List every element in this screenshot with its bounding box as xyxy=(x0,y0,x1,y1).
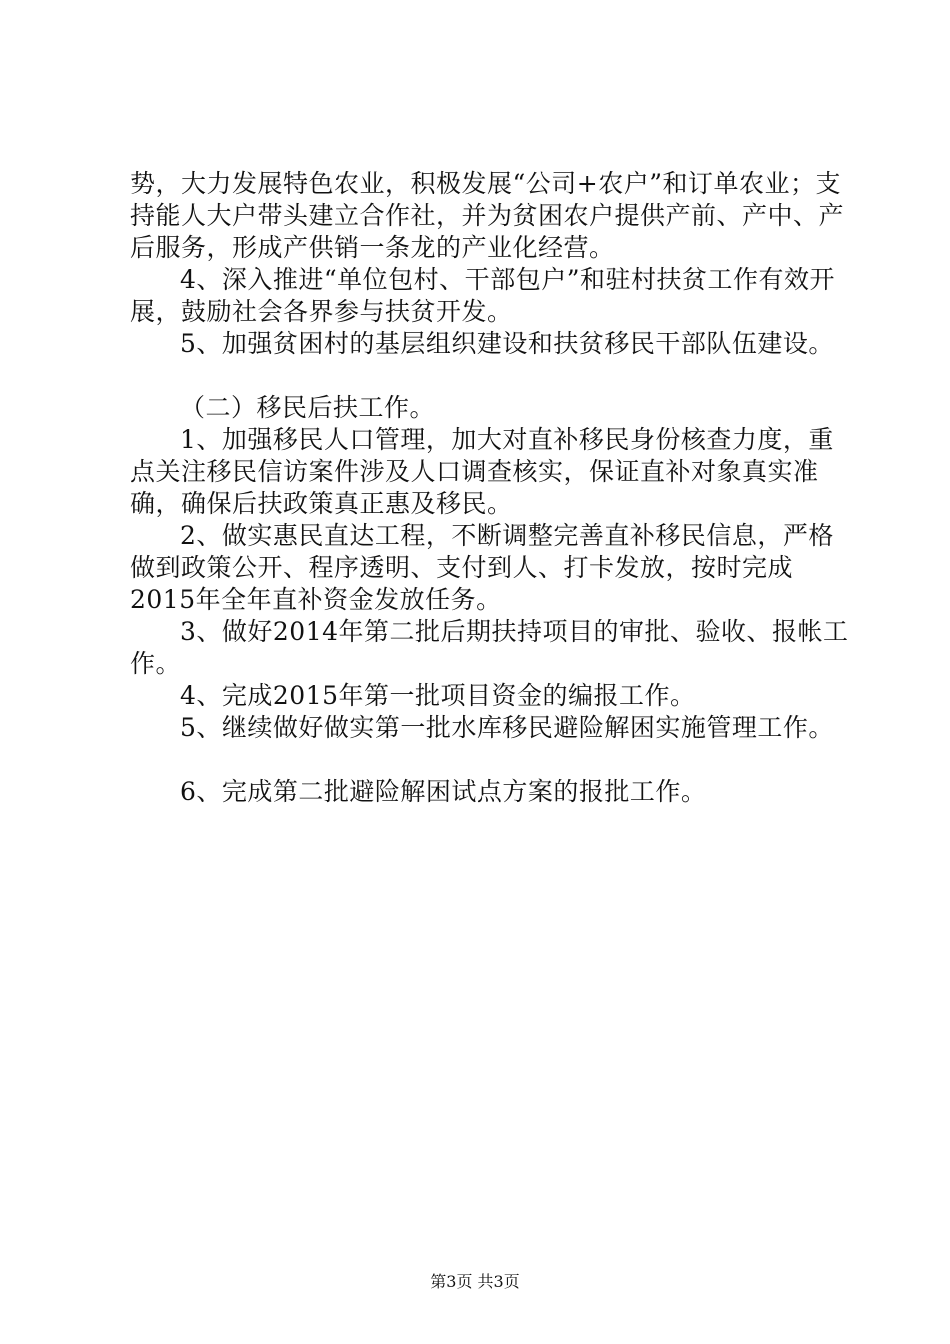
paragraph-item-1-population: 1、加强移民人口管理，加大对直补移民身份核查力度，重点关注移民信访案件涉及人口调查核实，保证直补对象真实准确，确保后扶政策真正惠及移民。 xyxy=(130,425,834,518)
page-number-label: 第3页 共3页 xyxy=(430,1272,520,1291)
section-heading-resettlement: （二）移民后扶工作。 xyxy=(180,393,436,422)
paragraph-item-6-pilot-plan: 6、完成第二批避险解困试点方案的报批工作。 xyxy=(180,777,707,806)
paragraph-item-4-village-assistance: 4、深入推进“单位包村、干部包户”和驻村扶贫工作有效开展，鼓励社会各界参与扶贫开发。 xyxy=(130,265,835,326)
paragraph-item-5-organization: 5、加强贫困村的基层组织建设和扶贫移民干部队伍建设。 xyxy=(180,329,834,358)
paragraph-item-4-funds-2015: 4、完成2015年第一批项目资金的编报工作。 xyxy=(180,681,696,710)
page-footer xyxy=(0,1272,950,1292)
paragraph-item-2-direct-subsidy: 2、做实惠民直达工程，不断调整完善直补移民信息，严格做到政策公开、程序透明、支付到人、打卡发放，按时完成2015年全年直补资金发放任务。 xyxy=(130,521,834,614)
paragraph-industry-continued: 势，大力发展特色农业，积极发展“公司+农户”和订单农业；支持能人大户带头建立合作社，并为贫困农户提供产前、产中、产后服务，形成产供销一条龙的产业化经营。 xyxy=(130,169,845,262)
paragraph-item-3-projects-2014: 3、做好2014年第二批后期扶持项目的审批、验收、报帐工作。 xyxy=(130,617,849,678)
paragraph-item-5-reservoir: 5、继续做好做实第一批水库移民避险解困实施管理工作。 xyxy=(180,713,834,742)
document-body xyxy=(130,168,850,808)
